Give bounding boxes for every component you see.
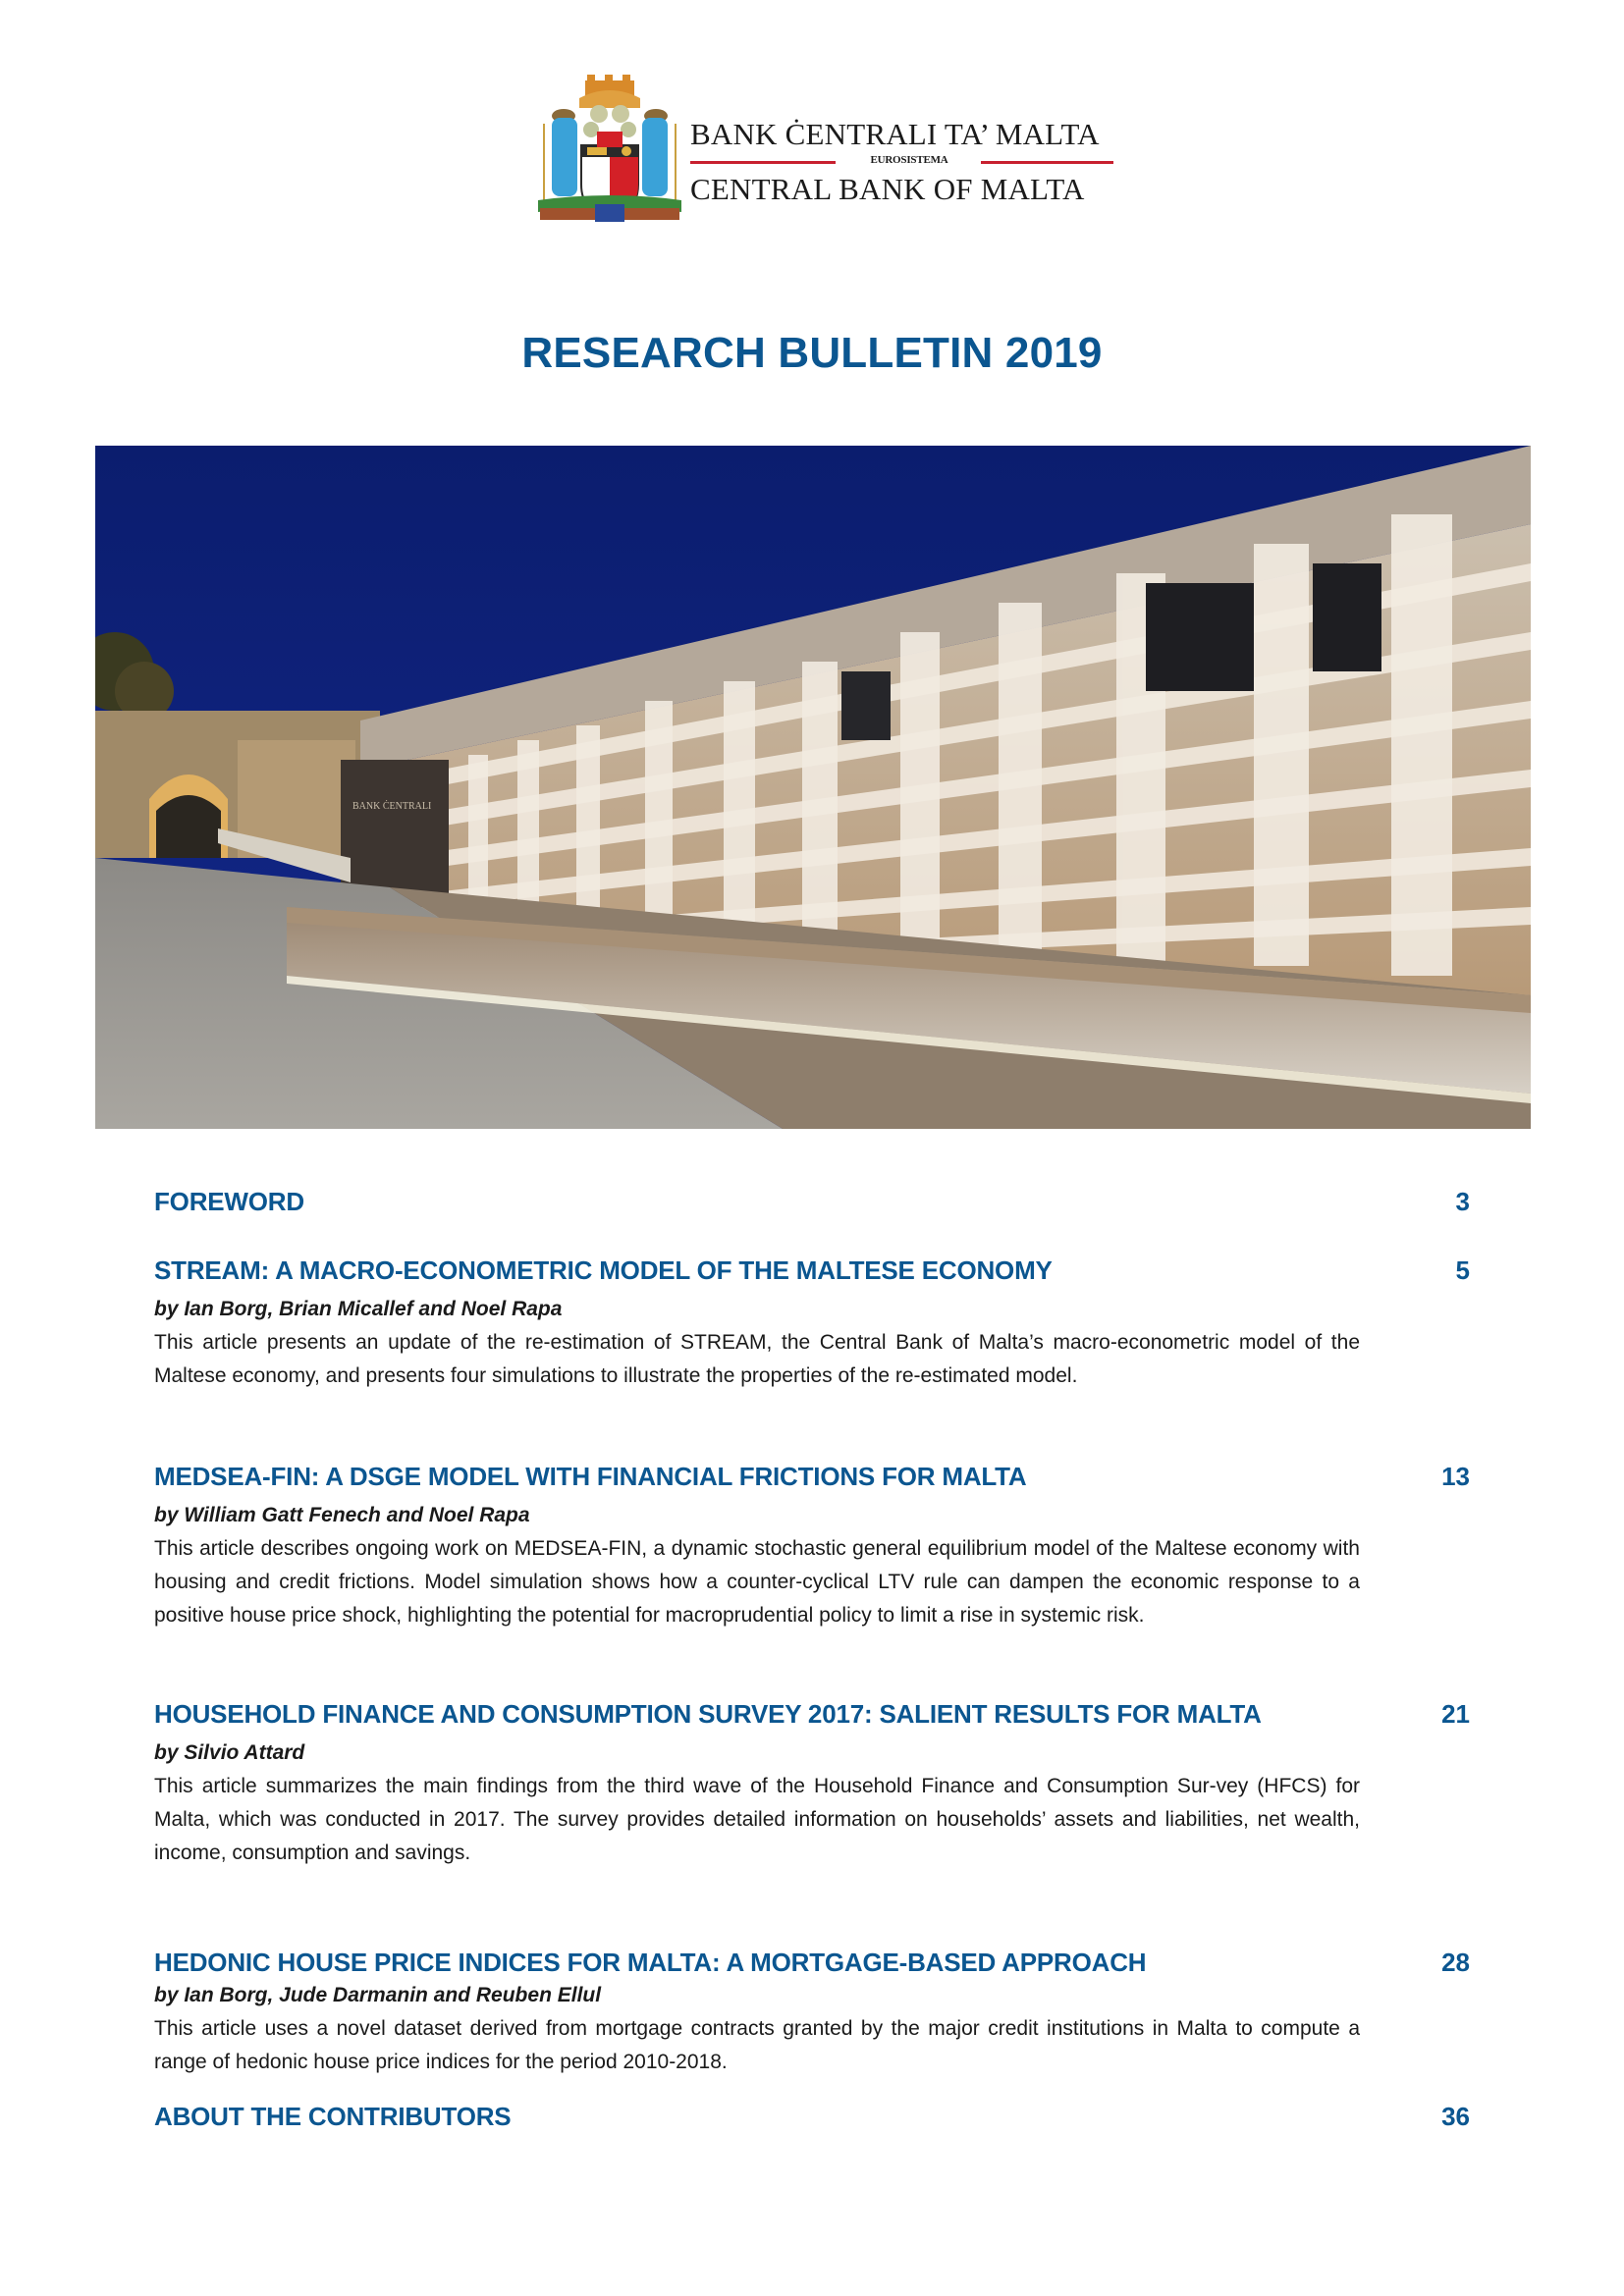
- toc-entry-authors: by William Gatt Fenech and Noel Rapa: [154, 1504, 530, 1526]
- toc-entry-description: This article presents an update of the re-estimation of STREAM, the Central Bank of Malta’s macro-econometric model of the Maltese economy, and presents four simulations to illustrate the properties of the re-estimated model.: [154, 1331, 1360, 1387]
- toc-entry-authors: by Ian Borg, Jude Darmanin and Reuben Ellul: [154, 1984, 602, 2006]
- toc-entry-authors: by Silvio Attard: [154, 1741, 305, 1764]
- toc-entry-page[interactable]: 36: [1441, 2102, 1470, 2131]
- toc-entry-description: This article summarizes the main findings from the third wave of the Household Finance and Consumption Sur-vey (HFCS) for Malta, which was conducted in 2017. The survey provides detailed information on households’ assets and liabilities, net wealth, income, consumption and savings.: [154, 1775, 1360, 1864]
- logo-wordmark: [690, 118, 1115, 206]
- logo-red-rule-left: [690, 161, 836, 164]
- toc-entry-stream[interactable]: [154, 1252, 1470, 1393]
- toc-entry-page[interactable]: 5: [1455, 1255, 1470, 1285]
- cover-photo: [95, 446, 1531, 1129]
- toc-entry-page[interactable]: 13: [1441, 1462, 1470, 1491]
- toc-entry-page[interactable]: 28: [1441, 1948, 1470, 1977]
- logo-eurosystem-label: EUROSISTEMA: [870, 154, 948, 166]
- toc-entry-title[interactable]: HEDONIC HOUSE PRICE INDICES FOR MALTA: A MORTGAGE-BASED APPROACH: [154, 1948, 1147, 1977]
- logo-name-english: CENTRAL BANK OF MALTA: [690, 172, 1085, 206]
- toc-entry-hfcs[interactable]: [154, 1695, 1470, 1870]
- toc-entry-title[interactable]: ABOUT THE CONTRIBUTORS: [154, 2102, 512, 2131]
- toc-entry-page[interactable]: 3: [1455, 1187, 1470, 1216]
- toc-entry-authors: by Ian Borg, Brian Micallef and Noel Rapa: [154, 1298, 563, 1320]
- coat-of-arms-icon: [536, 75, 683, 227]
- toc-entry-title[interactable]: STREAM: A MACRO-ECONOMETRIC MODEL OF THE MALTESE ECONOMY: [154, 1255, 1053, 1285]
- logo-divider: [690, 153, 1115, 171]
- toc-entry-description: This article describes ongoing work on MEDSEA-FIN, a dynamic stochastic general equilibrium model of the Maltese economy with housing and credit frictions. Model simulation shows how a counter-cyclical LTV rule can dampen the economic response to a positive house price shock, highlighting the potential for macroprudential policy to limit a rise in systemic risk.: [154, 1537, 1360, 1627]
- toc-entry-hedonic-house-price[interactable]: [154, 1944, 1470, 2079]
- toc-entry-title[interactable]: HOUSEHOLD FINANCE AND CONSUMPTION SURVEY 2017: SALIENT RESULTS FOR MALTA: [154, 1699, 1262, 1729]
- logo-red-rule-right: [981, 161, 1113, 164]
- toc-entry-medsea-fin[interactable]: [154, 1458, 1470, 1632]
- logo-name-maltese: BANK ĊENTRALI TA’ MALTA: [690, 117, 1100, 151]
- toc-entry-page[interactable]: 21: [1441, 1699, 1470, 1729]
- central-bank-logo: [536, 75, 1106, 232]
- page-title: RESEARCH BULLETIN 2019: [521, 329, 1103, 377]
- toc-entry-title[interactable]: MEDSEA-FIN: A DSGE MODEL WITH FINANCIAL FRICTIONS FOR MALTA: [154, 1462, 1027, 1491]
- svg-text:BANK ĊENTRALI: BANK ĊENTRALI: [352, 801, 432, 812]
- toc-entry-foreword[interactable]: [154, 1183, 1470, 1220]
- toc-entry-title[interactable]: FOREWORD: [154, 1187, 304, 1216]
- toc-entry-about-contributors[interactable]: [154, 2098, 1470, 2135]
- building-facade-illustration: [95, 446, 1531, 1129]
- toc-entry-description: This article uses a novel dataset derived from mortgage contracts granted by the major credit institutions in Malta to compute a range of hedonic house price indices for the period 2010-2018.: [154, 2017, 1360, 2073]
